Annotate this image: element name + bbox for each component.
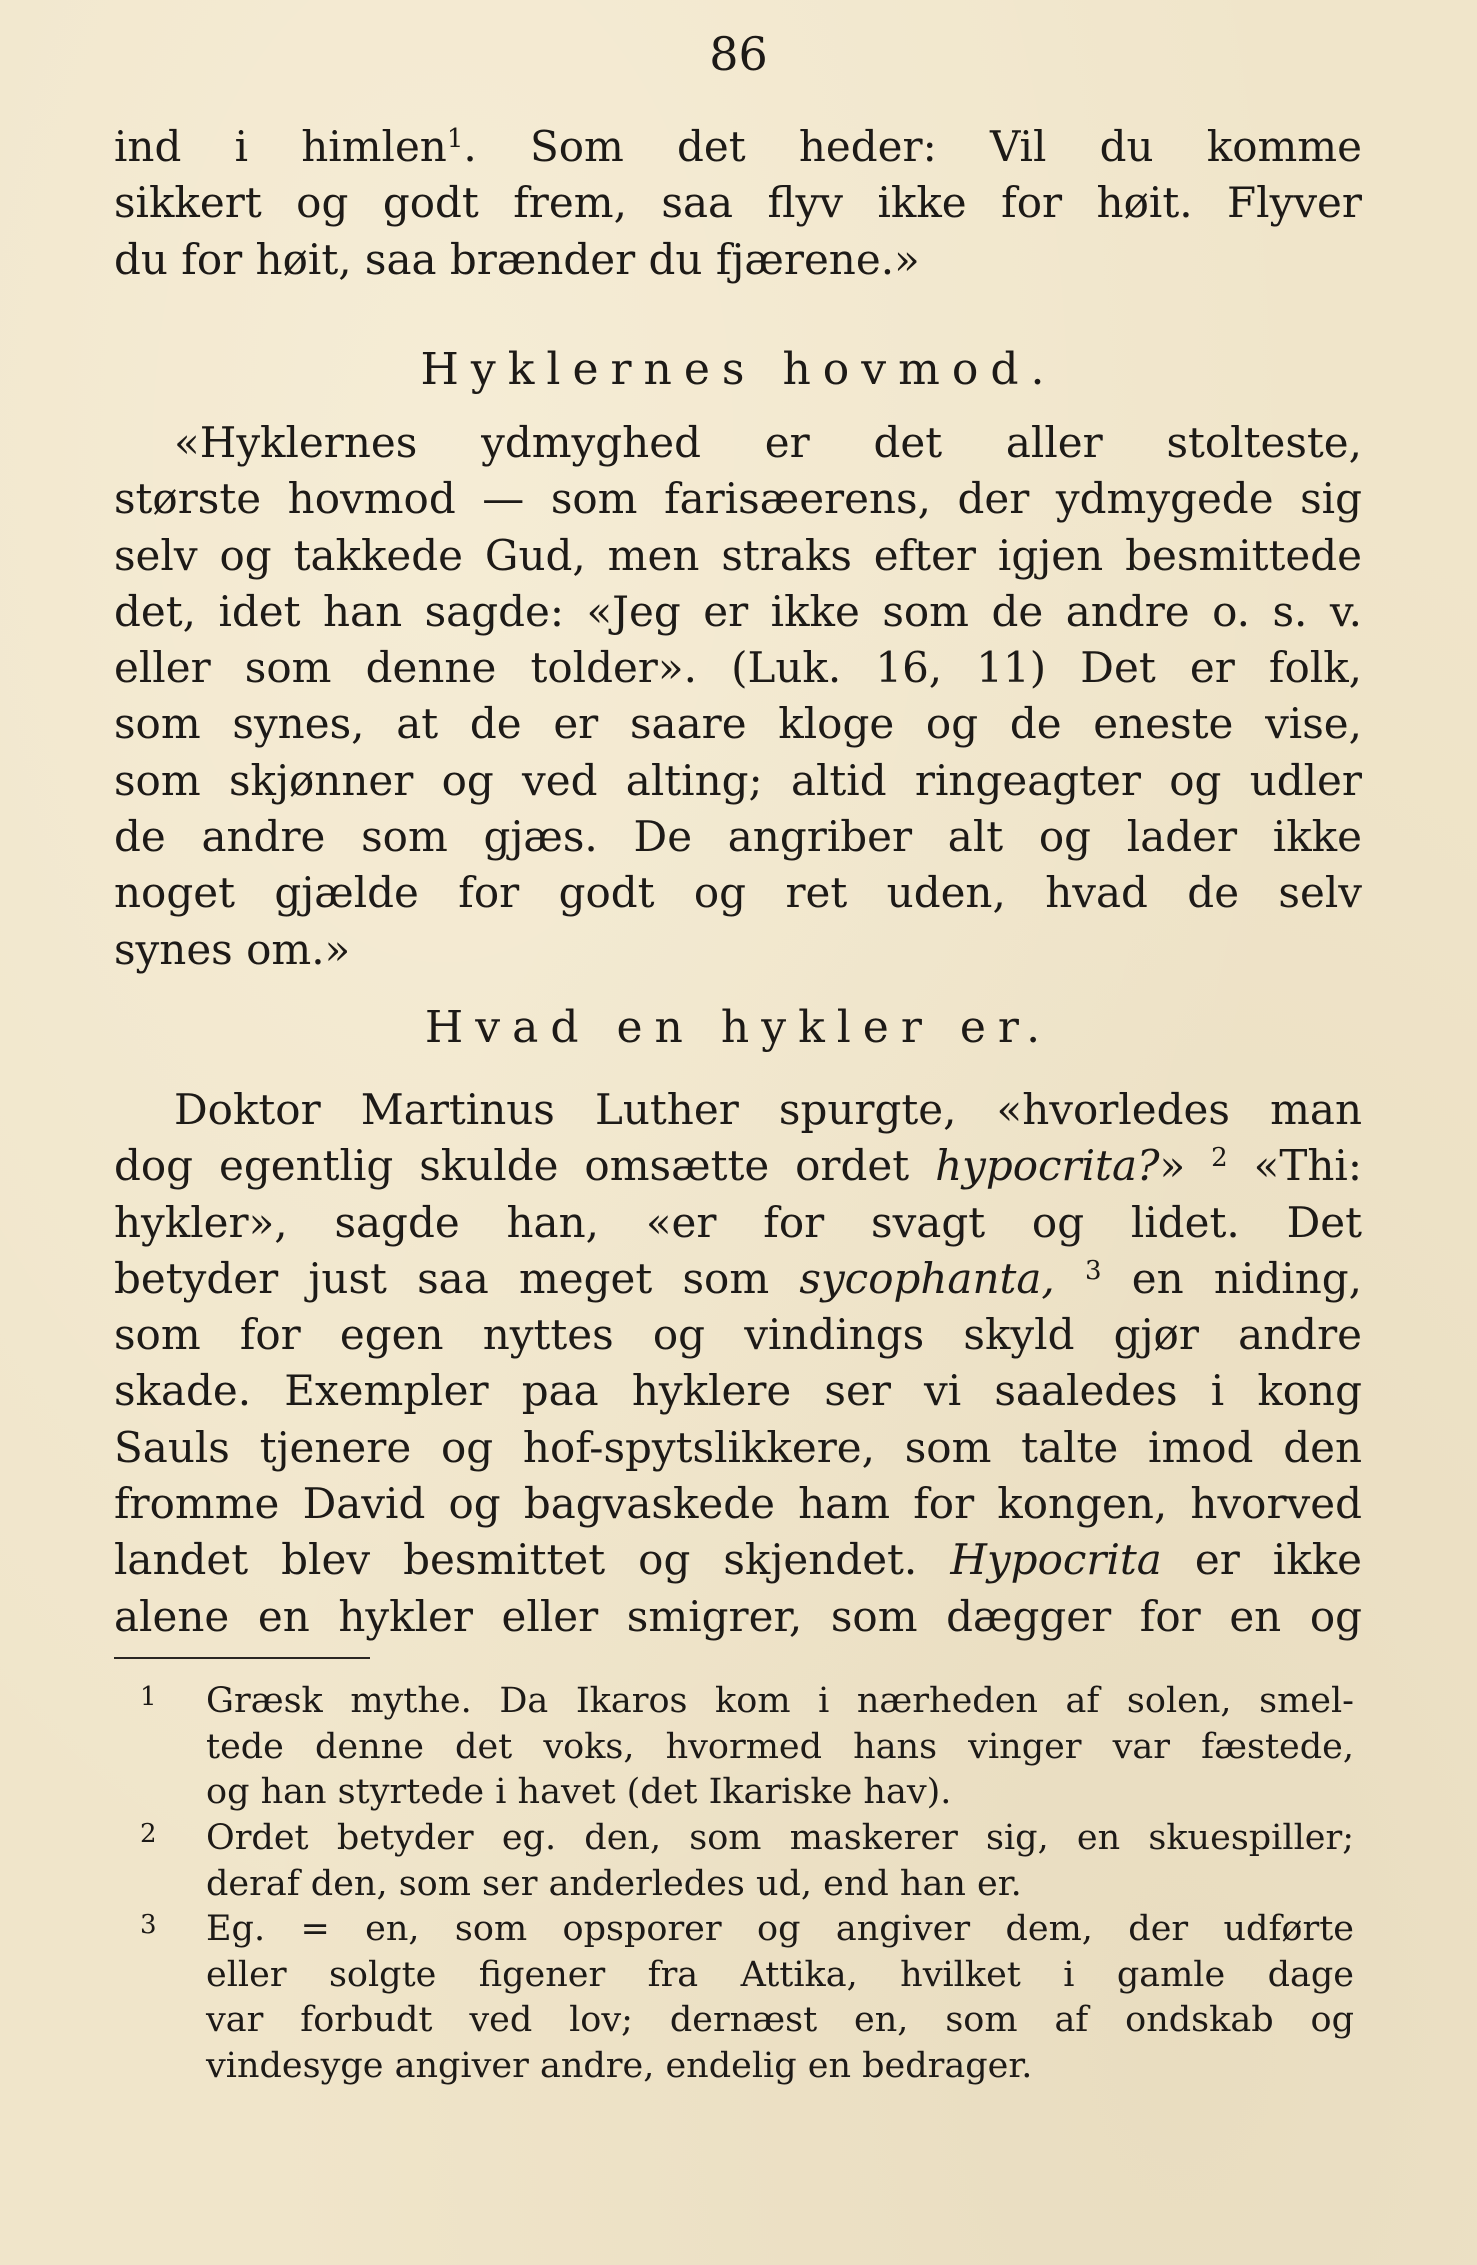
page-number: 86 xyxy=(709,27,768,81)
paragraph-hovmod xyxy=(114,415,1362,978)
text-line: noget gjælde for godt og ret uden, hvad de selv xyxy=(114,868,1362,918)
text-line: eller som denne tolder». (Luk. 16, 11) Det er folk, xyxy=(114,643,1362,693)
text-line: Sauls tjenere og hof-spytslikkere, som talte imod den xyxy=(114,1422,1362,1472)
text-line: betyder just saa meget som sycophanta, $^3$ en niding, xyxy=(114,1253,1362,1303)
text-line: skade. Exempler paa hyklere ser vi saaledes i kong xyxy=(114,1366,1362,1416)
footnote-line: 3 Eg. = en, som opsporer og angiver dem, der udførte xyxy=(140,1909,1354,1949)
paragraph-hykler xyxy=(114,1082,1362,1645)
footnote-line: 2 Ordet betyder eg. den, som maskerer sig, en skuespiller; xyxy=(140,1818,1354,1858)
text-line: «Hyklernes ydmyghed er det aller stolteste, xyxy=(174,418,1362,467)
text-line: hykler», sagde han, «er for svagt og lidet. Det xyxy=(114,1197,1362,1247)
footnote-ref-1: 1 xyxy=(446,124,464,154)
text-line: som skjønner og ved alting; altid ringeagter og udler xyxy=(114,755,1362,805)
footnote-separator xyxy=(114,1657,370,1659)
footnote-line: 1 Græsk mythe. Da Ikaros kom i nærheden af solen, smel- xyxy=(140,1681,1354,1721)
footnote-ref-2: 2 xyxy=(1211,1143,1228,1174)
section-heading: Hyklernes hovmod. xyxy=(420,344,1057,395)
footnote-line: vindesyge angiver andre, endelig en bedrager. xyxy=(206,2045,1033,2086)
footnote-line: var forbudt ved lov; dernæst en, som af ondskab og xyxy=(206,2000,1354,2040)
text-line: landet blev besmittet og skjendet. Hypocrita er ikke xyxy=(114,1535,1362,1585)
footnote-line: deraf den, som ser anderledes ud, end han er. xyxy=(206,1863,1022,1904)
footnote-marker: 3 xyxy=(140,1910,157,1940)
text-line: det, idet han sagde: «Jeg er ikke som de andre o. s. v. xyxy=(114,586,1362,636)
text-line: som for egen nyttes og vindings skyld gjør andre xyxy=(114,1310,1362,1360)
footnote-line: tede denne det voks, hvormed hans vinger var fæstede, xyxy=(206,1726,1354,1767)
text-line: de andre som gjæs. De angriber alt og lader ikke xyxy=(114,812,1362,862)
text-line: du for høit, saa brænder du fjærene.» xyxy=(114,234,920,284)
text-line: som synes, at de er saare kloge og de eneste vise, xyxy=(114,699,1362,749)
intro-paragraph xyxy=(114,119,1362,288)
footnote-line: eller solgte figener fra Attika, hvilket i gamle dage xyxy=(206,1954,1354,1995)
text-line: alene en hykler eller smigrer, som dægger for en og xyxy=(114,1591,1362,1641)
footnote-marker: 1 xyxy=(140,1682,157,1712)
footnote-line: og han styrtede i havet (det Ikariske hav). xyxy=(206,1772,952,1812)
text-line: største hovmod — som farisæerens, der ydmygede sig xyxy=(114,474,1362,524)
section-heading: Hvad en hykler er. xyxy=(424,1002,1053,1053)
footnote-3 xyxy=(140,1907,1354,2089)
text-line: selv og takkede Gud, men straks efter igjen besmittede xyxy=(114,530,1362,580)
text-line: ind i himlen$^1$. Som det heder: Vil du komme xyxy=(114,122,1362,171)
text-line: sikkert og godt frem, saa flyv ikke for høit. Flyver xyxy=(114,178,1362,228)
text-line: Doktor Martinus Luther spurgte, «hvorledes man xyxy=(174,1085,1362,1134)
footnote-marker: 2 xyxy=(140,1819,157,1849)
text-line: fromme David og bagvaskede ham for kongen, hvorved xyxy=(114,1479,1362,1529)
footnote-ref-3: 3 xyxy=(1085,1255,1102,1286)
text-line: dog egentlig skulde omsætte ordet hypocrita?» $^2$ «Thi: xyxy=(114,1141,1362,1191)
footnote-2 xyxy=(140,1816,1354,1907)
text-line: synes om.» xyxy=(114,924,351,974)
footnote-1 xyxy=(140,1679,1354,1816)
